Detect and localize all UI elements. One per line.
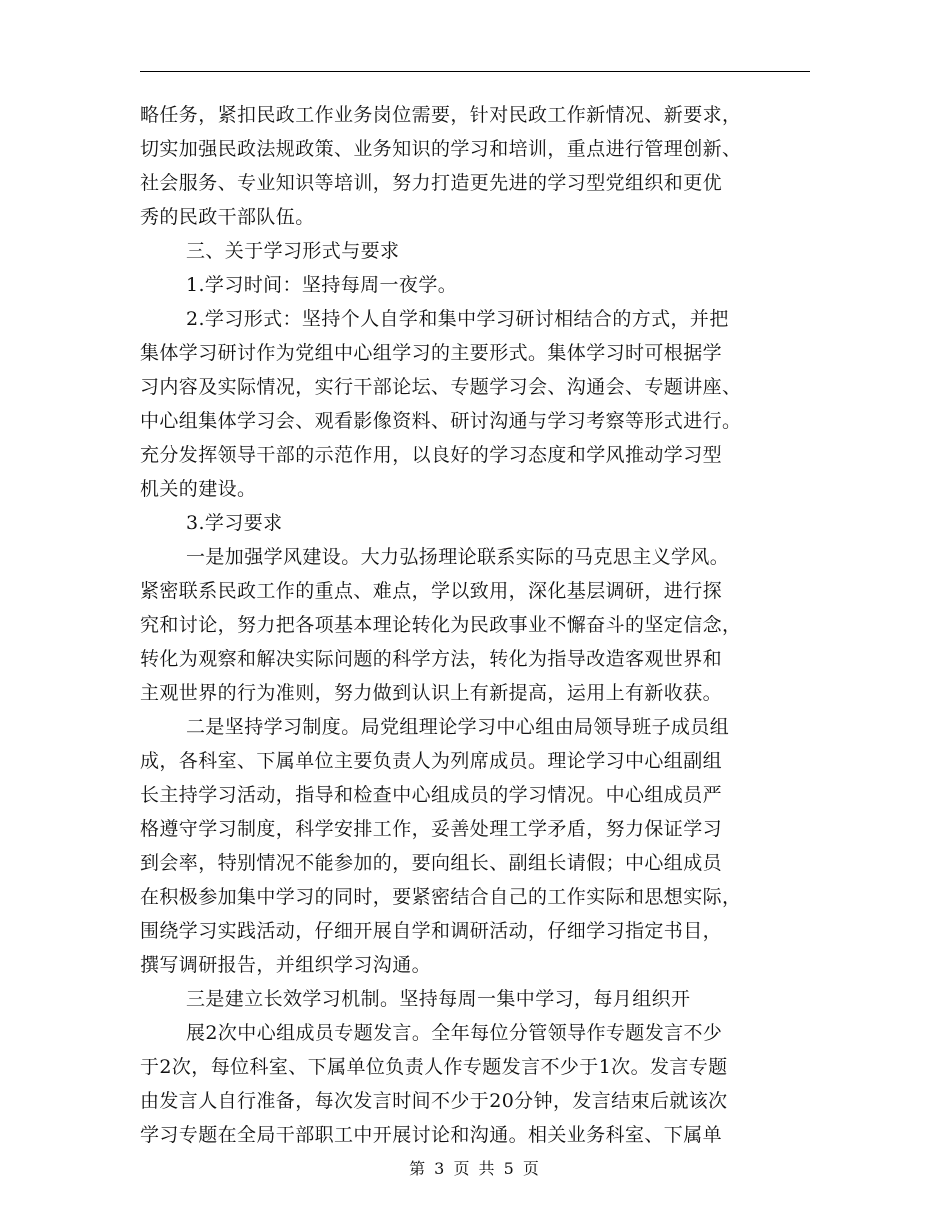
text-line: 1.学习时间：坚持每周一夜学。 [186,274,458,296]
text-line: 紧密联系民政工作的重点、难点，学以致用，深化基层调研，进行探 [140,580,723,602]
text-line: 机关的建设。 [140,478,257,500]
text-line: 秀的民政干部队伍。 [140,206,315,228]
text-line: 2.学习形式：坚持个人自学和集中学习研讨相结合的方式，并把 [186,308,729,330]
text-line: 长主持学习活动，指导和检查中心组成员的学习情况。中心组成员严 [140,784,723,806]
text-line: 到会率，特别情况不能参加的，要向组长、副组长请假；中心组成员 [140,852,723,874]
text-line: 中心组集体学习会、观看影像资料、研讨沟通与学习考察等形式进行。 [140,410,742,432]
text-line: 一是加强学风建设。大力弘扬理论联系实际的马克思主义学风。 [186,546,730,568]
text-line: 在积极参加集中学习的同时，要紧密结合自己的工作实际和思想实际， [140,886,742,908]
text-line: 撰写调研报告，并组织学习沟通。 [140,954,432,976]
text-line: 于2次，每位科室、下属单位负责人作专题发言不少于1次。发言专题 [140,1056,728,1078]
text-line: 学习专题在全局干部职工中开展讨论和沟通。相关业务科室、下属单 [140,1124,723,1146]
body-text [140,98,812,1152]
text-line: 略任务，紧扣民政工作业务岗位需要，针对民政工作新情况、新要求， [140,104,742,126]
text-line: 格遵守学习制度，科学安排工作，妥善处理工学矛盾，努力保证学习 [140,818,723,840]
text-line: 围绕学习实践活动，仔细开展自学和调研活动，仔细学习指定书目， [140,920,723,942]
text-line: 究和讨论，努力把各项基本理论转化为民政事业不懈奋斗的坚定信念， [140,614,742,636]
text-line: 展2次中心组成员专题发言。全年每位分管领导作专题发言不少 [186,1022,723,1044]
text-line: 习内容及实际情况，实行干部论坛、专题学习会、沟通会、专题讲座、 [140,376,742,398]
text-line: 3.学习要求 [186,512,283,534]
header-rule [140,71,810,72]
text-line: 二是坚持学习制度。局党组理论学习中心组由局领导班子成员组 [186,716,730,738]
text-line: 由发言人自行准备，每次发言时间不少于20分钟，发言结束后就该次 [140,1090,728,1112]
text-line: 转化为观察和解决实际问题的科学方法，转化为指导改造客观世界和 [140,648,723,670]
text-line: 集体学习研讨作为党组中心组学习的主要形式。集体学习时可根据学 [140,342,723,364]
text-line: 切实加强民政法规政策、业务知识的学习和培训，重点进行管理创新、 [140,138,742,160]
text-line: 三是建立长效学习机制。坚持每周一集中学习，每月组织开 [186,988,691,1010]
page-number: 第 3 页 共 5 页 [409,1159,541,1178]
text-line: 充分发挥领导干部的示范作用，以良好的学习态度和学风推动学习型 [140,444,723,466]
text-line: 成，各科室、下属单位主要负责人为列席成员。理论学习中心组副组 [140,750,723,772]
text-line: 主观世界的行为准则，努力做到认识上有新提高，运用上有新收获。 [140,682,723,704]
text-line: 社会服务、专业知识等培训，努力打造更先进的学习型党组织和更优 [140,172,723,194]
text-line: 三、关于学习形式与要求 [186,240,400,262]
